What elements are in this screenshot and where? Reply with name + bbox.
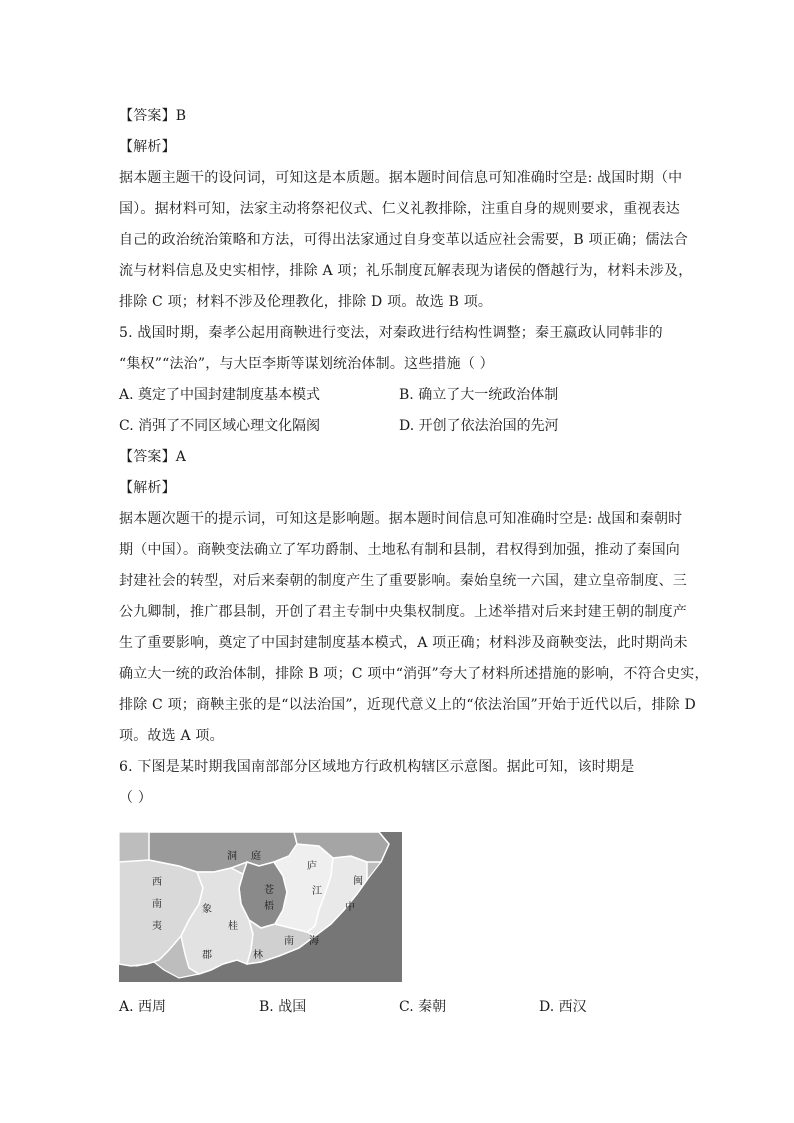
q5-analysis-line: 项。故选 A 项。 (119, 728, 224, 744)
map-label: 闽 (353, 876, 363, 887)
q5-stem: “集权”“法治”，与大臣李斯等谋划统治体制。这些措施（ ） (119, 356, 494, 372)
map-label: 夷 (152, 921, 162, 932)
q6-option-b: B. 战国 (259, 999, 307, 1015)
q5-analysis-line: 确立大一统的政治体制，排除 B 项；C 项中“消弭”夸大了材料所述措施的影响，不符合史实， (119, 666, 709, 682)
q4-analysis-line: 排除 C 项；材料不涉及伦理教化，排除 D 项。故选 B 项。 (119, 294, 493, 310)
q5-answer: 【答案】A (119, 449, 187, 465)
map-label: 桂 (228, 921, 238, 932)
q6-option-d: D. 西汉 (539, 999, 587, 1015)
q6-stem: （ ） (119, 790, 153, 806)
q5-option-c: C. 消弭了不同区域心理文化隔阂 (119, 418, 321, 434)
map-label: 梧 (264, 901, 274, 912)
q5-analysis-line: 期（中国）。商鞅变法确立了军功爵制、土地私有制和县制，君权得到加强，推动了秦国向 (119, 542, 680, 558)
map-label: 象 (202, 904, 212, 915)
q5-option-d: D. 开创了依法治国的先河 (399, 418, 559, 434)
q6-option-a: A. 西周 (119, 999, 167, 1015)
q5-analysis-line: 封建社会的转型，对后来秦朝的制度产生了重要影响。秦始皇统一六国，建立皇帝制度、三 (119, 573, 687, 589)
q6-options-row (119, 992, 679, 1023)
exam-page (119, 101, 709, 1023)
q6-option-c: C. 秦朝 (399, 999, 447, 1015)
map-label: 苍 (264, 885, 274, 896)
map-label: 庭 (251, 851, 261, 862)
map-svg (119, 832, 402, 982)
q5-option-b: B. 确立了大一统政治体制 (399, 387, 559, 403)
q4-analysis-title: 【解析】 (119, 139, 176, 155)
q4-analysis-line: 自己的政治统治策略和方法，可得出法家通过自身变革以适应社会需要，B 项正确；儒法合 (119, 232, 688, 248)
q5-analysis-line: 排除 C 项；商鞅主张的是“以法治国”，近现代意义上的“依法治国”开始于近代以后，排除 D (119, 697, 696, 713)
map-label: 南 (284, 936, 294, 947)
map-label: 林 (253, 950, 263, 961)
q5-stem: 5. 战国时期，秦孝公起用商鞅进行变法，对秦政进行结构性调整；秦王嬴政认同韩非的 (119, 325, 663, 341)
q5-options-row (119, 380, 679, 411)
map-label: 江 (312, 886, 322, 897)
q4-answer: 【答案】B (119, 108, 187, 124)
map-label: 洞 (227, 851, 237, 862)
map-label: 南 (152, 899, 162, 910)
q5-analysis-line: 公九卿制，推广郡县制，开创了君主专制中央集权制度。上述举措对后来封建王朝的制度产 (119, 604, 687, 620)
map-label: 郡 (202, 950, 212, 961)
q6-stem: 6. 下图是某时期我国南部部分区域地方行政机构辖区示意图。据此可知，该时期是 (119, 759, 635, 775)
map-label: 海 (309, 936, 319, 947)
q4-analysis-line: 据本题主题干的设问词，可知这是本质题。据本题时间信息可知准确时空是: 战国时期（中 (119, 170, 683, 186)
q4-analysis-line: 流与材料信息及史实相悖，排除 A 项；礼乐制度瓦解表现为诸侯的僭越行为，材料未涉及， (119, 263, 693, 279)
q5-analysis-title: 【解析】 (119, 480, 176, 496)
map-label: 中 (345, 902, 355, 913)
q4-analysis-line: 国）。据材料可知，法家主动将祭祀仪式、仁义礼教排除，注重自身的规则要求，重视表达 (119, 201, 680, 217)
q5-analysis-line: 生了重要影响，奠定了中国封建制度基本模式，A 项正确；材料涉及商鞅变法，此时期尚未 (119, 635, 688, 651)
q5-options-row (119, 411, 679, 442)
historical-map (119, 832, 402, 982)
map-label: 西 (152, 877, 162, 888)
map-label: 庐 (307, 861, 317, 872)
q5-option-a: A. 奠定了中国封建制度基本模式 (119, 387, 321, 403)
q5-analysis-line: 据本题次题干的提示词，可知这是影响题。据本题时间信息可知准确时空是: 战国和秦朝时 (119, 511, 683, 527)
